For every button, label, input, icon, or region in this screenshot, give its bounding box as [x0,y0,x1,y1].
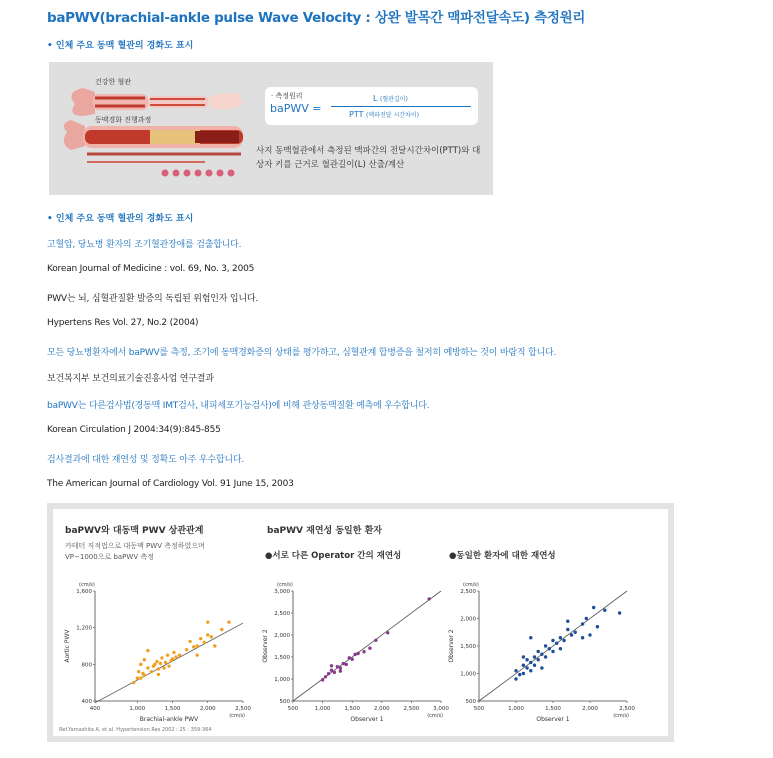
scatter-point [139,663,142,666]
x-unit-label: (cm/s) [613,713,629,719]
info-line: 모든 당뇨병환자에서 baPWV를 측정, 조기에 동맥경화증의 상태를 평가하고, 심혈관계 합병증을 철저히 예방하는 것이 바람직 합니다. [47,348,557,358]
scatter-point [206,633,209,636]
scatter-point [155,660,158,663]
info-line: Korean Journal of Medicine : vol. 69, No. 3, 2005 [47,264,255,274]
scatter-point [540,653,543,656]
x-axis-title: Observer 1 [536,716,570,723]
info-line: 고혈압, 당뇨병 환자의 조기혈관장애를 검출합니다. [47,240,242,250]
y-unit-label: (cm/s) [463,582,479,588]
scatter-point [522,664,525,667]
x-axis-title: Brachial-ankle PWV [139,716,199,723]
scatter-point [351,658,354,661]
scatter-point [374,639,377,642]
scatter-point [603,609,606,612]
scatter-point [540,666,543,669]
scatter-point [153,663,156,666]
scatter-point [210,635,213,638]
scatter-point [203,641,206,644]
info-line: PWV는 뇌, 심혈관질환 발증의 독립된 위험인자 입니다. [47,294,259,304]
x-tick-label: 1,000 [314,706,331,712]
y-axis-title: Observer 2 [448,629,455,663]
scatter-point [345,663,348,666]
scatter-point [174,655,177,658]
chart-subtitle-operators: ●서로 다른 Operator 간의 재연성 [265,551,402,561]
scatter-point [159,662,162,665]
scatter-point [136,676,139,679]
scatter-point [171,657,174,660]
y-unit-label: (cm/s) [79,582,95,588]
scatter-point [160,656,163,659]
formula-caption: · 측정원리 [271,92,303,100]
chart-panel [47,503,674,742]
info-line: baPWV는 다른검사법(경동맥 IMT검사, 내피세포기능검사)에 비해 관상동맥질환 예측에 우수합니다. [47,401,430,411]
info-line: 검사결과에 대한 재연성 및 정확도 아주 우수합니다. [47,455,245,465]
scatter-point [551,639,554,642]
scatter-point [522,655,525,658]
scatter-point [220,628,223,631]
scatter-point [525,658,528,661]
scatter-point [618,611,621,614]
scatter-point [339,666,342,669]
scatter-point [150,670,153,673]
x-tick-label: 400 [89,706,101,712]
sclerosis-vessel-graphic [64,120,243,177]
scatter-point [574,631,577,634]
scatter-point [585,617,588,620]
scatter-point [537,658,540,661]
scatter-point [529,661,532,664]
info-line: Korean Circulation J 2004:34(9):845-855 [47,425,221,435]
scatter-point [336,665,339,668]
scatter-point [551,650,554,653]
x-axis-title: Observer 1 [350,716,384,723]
chart-heading-reproducibility: baPWV 재연성 동일한 환자 [267,526,382,536]
y-tick-label: 400 [81,699,92,705]
formula-lhs: baPWV = [270,102,322,115]
scatter-point [581,636,584,639]
measurement-description: 사지 동맥혈관에서 측정된 맥파간의 전달시간차이(PTT)와 대상자 키를 근거로 혈관길이(L) 산출/계산 [256,146,481,170]
trend-line [293,591,441,701]
scatter-point [555,642,558,645]
scatter-point [548,647,551,650]
y-tick-label: 1,500 [274,655,290,661]
y-tick-label: 3,000 [274,589,290,595]
x-tick-label: 2,000 [582,706,598,712]
scatter-point [188,640,191,643]
healthy-vessel-label: 건강한 혈관 [95,78,132,86]
scatter-point [157,667,160,670]
x-tick-label: 500 [287,706,299,712]
scatter-point [206,620,209,623]
x-tick-label: 1,500 [344,706,361,712]
formula-numerator [373,94,408,103]
scatter-point [348,656,351,659]
scatter-point [146,649,149,652]
y-tick-label: 1,600 [76,589,92,595]
scatter-point [592,606,595,609]
scatter-point [199,637,202,640]
scatter-point [162,666,165,669]
scatter-point [368,647,371,650]
scatter-point [143,658,146,661]
scatter-chart-operators [251,569,461,729]
scatter-chart-correlation [53,569,263,729]
scatter-point [342,662,345,665]
x-tick-label: 1,500 [164,706,181,712]
scatter-point [213,644,216,647]
scatter-point [167,664,170,667]
y-tick-label: 2,500 [274,611,290,617]
scatter-chart-same-patient [437,569,647,729]
fraction-line [331,106,471,107]
scatter-point [566,628,569,631]
y-tick-label: 1,200 [76,625,92,632]
y-tick-label: 1,000 [274,677,290,683]
artery-illustration [55,72,251,190]
scatter-point [195,653,198,656]
x-tick-label: 1,000 [508,706,524,712]
trend-line [479,591,627,701]
scatter-point [581,622,584,625]
scatter-point [588,633,591,636]
y-axis-title: Observer 2 [262,629,269,663]
scatter-point [178,653,181,656]
scatter-point [362,650,365,653]
info-line: The American Journal of Cardiology Vol. 91 June 15, 2003 [47,479,294,489]
x-tick-label: 1,000 [129,706,146,712]
scatter-point [529,669,532,672]
scatter-point [522,672,525,675]
scatter-point [514,669,517,672]
scatter-point [570,633,573,636]
scatter-point [132,681,135,684]
x-tick-label: 1,500 [545,706,561,712]
scatter-point [227,620,230,623]
x-tick-label: 2,000 [373,706,390,712]
scatter-point [333,671,336,674]
scatter-point [146,666,149,669]
x-tick-label: 2,000 [199,706,216,712]
scatter-point [327,672,330,675]
scatter-point [533,655,536,658]
chart-note-2: VP−1000으로 baPWV 측정 [65,553,154,561]
scatter-point [559,647,562,650]
x-tick-label: 3,000 [433,706,449,712]
page-title: baPWV(brachial-ankle pulse Wave Velocity : 상완 발목간 맥파전달속도) 측정원리 [47,10,586,26]
denominator-value: PTT [349,110,364,119]
scatter-point [195,644,198,647]
scatter-point [544,644,547,647]
section-bullet-1: • 인체 주요 동맥 혈관의 경화도 표시 [47,41,194,51]
scatter-point [562,639,565,642]
sclerosis-label: 동맥경화 진행과정 [95,116,152,124]
x-tick-label: 2,500 [619,706,635,712]
scatter-point [164,661,167,664]
x-unit-label: (cm/s) [229,713,245,719]
chart-note-1: 카테터 직적법으로 대동맥 PWV 측정하였으며 [65,542,205,550]
scatter-point [192,645,195,648]
healthy-vessel-graphic [71,88,243,116]
y-unit-label: (cm/s) [277,582,293,588]
scatter-point [166,653,169,656]
scatter-point [537,650,540,653]
y-tick-label: 1,500 [460,644,476,650]
info-line: Hypertens Res Vol. 27, No.2 (2004) [47,318,199,328]
y-tick-label: 2,000 [274,633,290,639]
numerator-note: (혈관길이) [380,96,408,103]
scatter-point [427,597,430,600]
numerator-value: L [373,94,378,103]
scatter-point [137,670,140,673]
scatter-point [143,674,146,677]
scatter-point [356,652,359,655]
x-tick-label: 500 [473,706,485,712]
scatter-point [525,666,528,669]
y-axis-title: Aortic PWV [64,629,71,663]
y-tick-label: 1,000 [460,671,476,678]
scatter-point [324,675,327,678]
formula-denominator [349,110,419,119]
scatter-point [139,676,142,679]
y-tick-label: 500 [465,699,476,705]
measurement-principle-panel [49,62,493,195]
scatter-point [559,636,562,639]
y-tick-label: 2,500 [460,589,476,595]
x-tick-label: 2,500 [403,706,420,712]
scatter-point [339,669,342,672]
scatter-point [321,678,324,681]
scatter-point [172,651,175,654]
formula-box [265,87,478,125]
x-tick-label: 2,500 [235,706,251,712]
scatter-point [529,636,532,639]
chart-reference: Ref.Yamashita A, et al. Hypertension Res 2002 : 25 : 359-364 [59,727,212,733]
scatter-point [566,620,569,623]
scatter-point [518,673,521,676]
scatter-point [514,677,517,680]
y-tick-label: 500 [279,699,290,705]
scatter-point [330,669,333,672]
scatter-point [386,631,389,634]
scatter-point [533,664,536,667]
trend-line [95,623,243,703]
denominator-note: (맥파전달 시간차이) [366,112,419,119]
scatter-point [353,653,356,656]
x-unit-label: (cm/s) [427,713,443,719]
chart-subtitle-same-patient: ●동일한 환자에 대한 재연성 [449,551,556,561]
chart-heading-correlation: baPWV와 대동맥 PWV 상관관계 [65,526,204,536]
y-tick-label: 2,000 [460,616,476,623]
scatter-point [185,648,188,651]
scatter-point [544,655,547,658]
scatter-point [596,625,599,628]
scatter-point [157,673,160,676]
y-tick-label: 800 [81,662,92,669]
info-line: 보건복지부 보건의료기술진흥사업 연구결과 [47,374,214,384]
scatter-point [330,664,333,667]
section-bullet-2: • 인체 주요 동맥 혈관의 경화도 표시 [47,214,194,224]
